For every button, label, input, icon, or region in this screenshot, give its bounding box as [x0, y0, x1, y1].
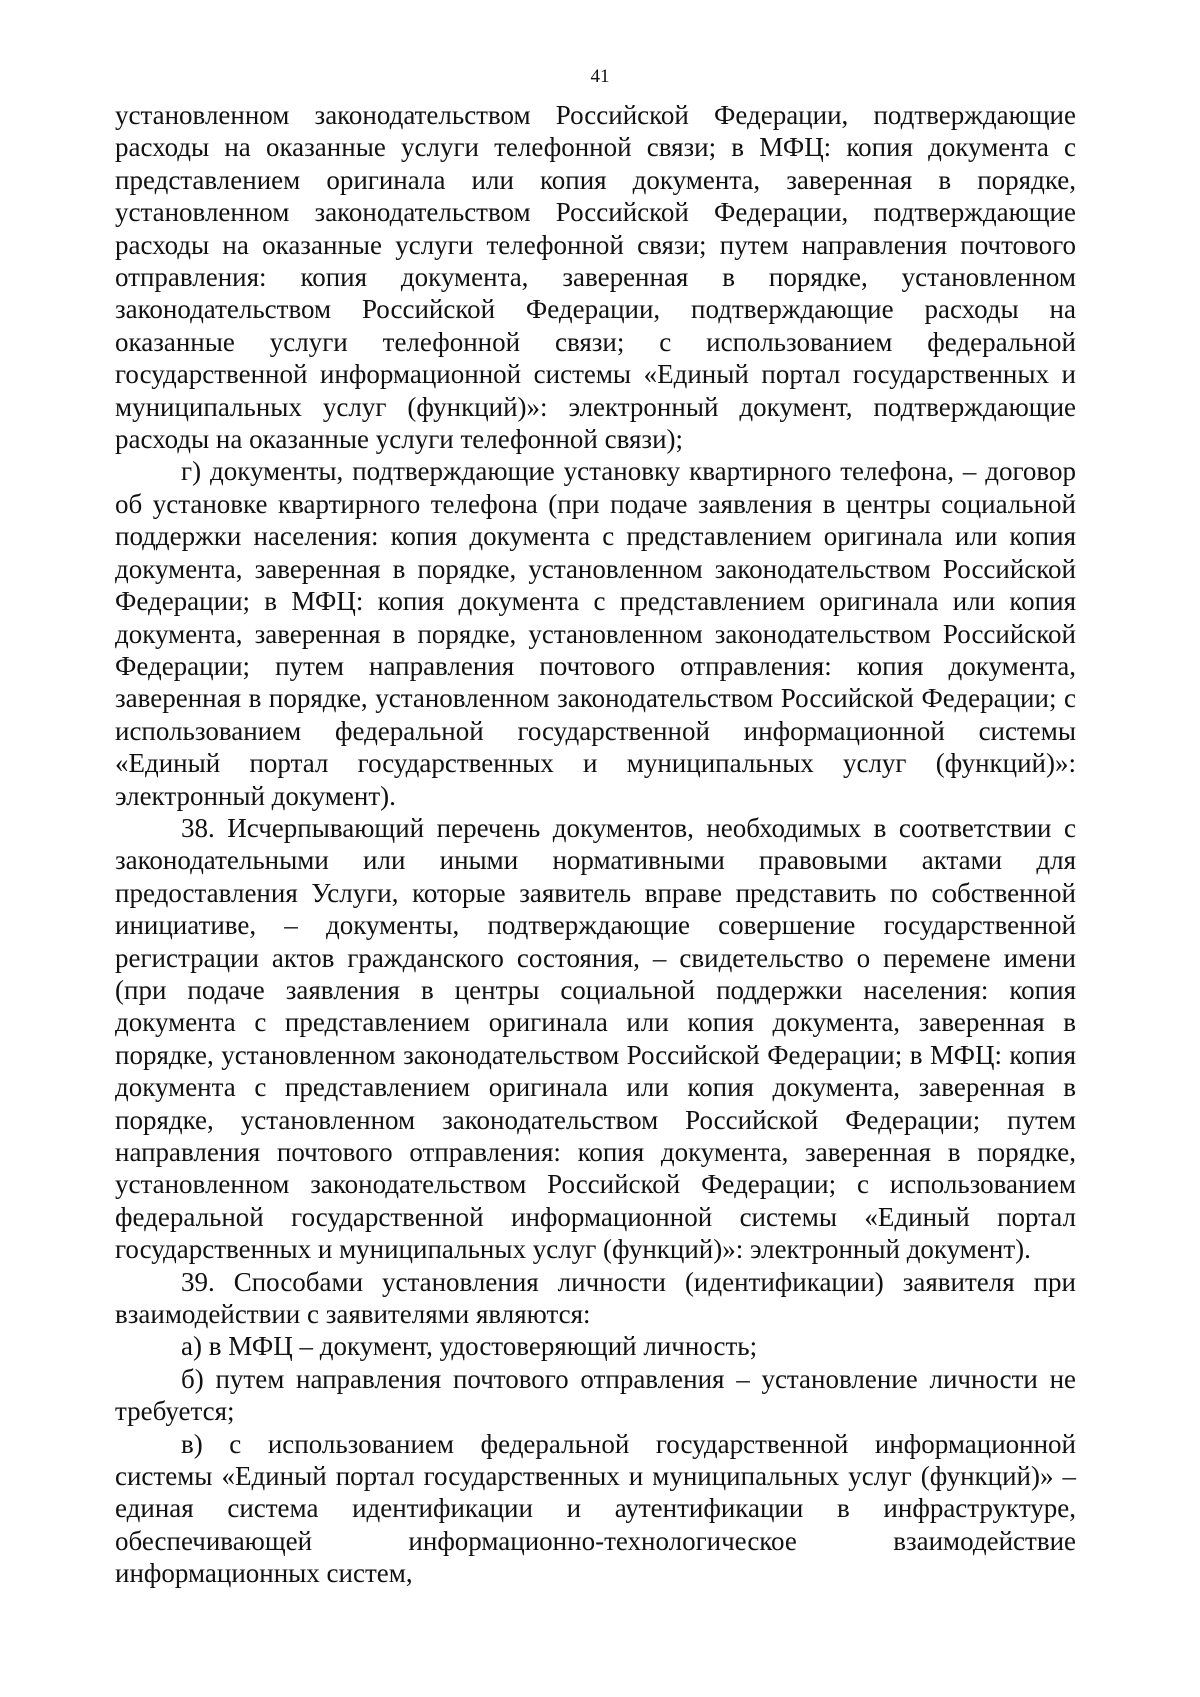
paragraph-item-g: г) документы, подтверждающие установку квартирного телефона, – договор об установке квартирного телефона (при подаче заявления в центры социальной поддержки населения: копия документа с представлением оригинала или копия документа, заверенная в порядке, установленном законодательством Российской Федерации; в МФЦ: копия документа с представлением оригинала или копия документа, заверенная в порядке, установленном законодательством Российской Федерации; путем направления почтового отправления: копия документа, заверенная в порядке, установленном законодательством Российской Федерации; с использованием федеральной государственной информационной системы «Единый портал государственных и муниципальных услуг (функций)»: электронный документ).	[115, 456, 1076, 811]
document-body	[115, 99, 1076, 1590]
paragraph-item-v: в) с использованием федеральной государственной информационной системы «Единый портал государственных и муниципальных услуг (функций)» – единая система идентификации и аутентификации в инфраструктуре, обеспечивающей информационно-технологическое взаимодействие информационных систем,	[115, 1428, 1076, 1589]
paragraph-item-a: а) в МФЦ – документ, удостоверяющий личность;	[181, 1331, 758, 1362]
paragraph-item-39: 39. Способами установления личности (идентификации) заявителя при взаимодействии с заявителями являются:	[115, 1266, 1076, 1330]
page-number: 41	[590, 66, 610, 87]
paragraph-continuation: установленном законодательством Российской Федерации, подтверждающие расходы на оказанные услуги телефонной связи; в МФЦ: копия документа с представлением оригинала или копия документа, заверенная в порядке, установленном законодательством Российской Федерации, подтверждающие расходы на оказанные услуги телефонной связи; путем направления почтового отправления: копия документа, заверенная в порядке, установленном законодательством Российской Федерации, подтверждающие расходы на оказанные услуги телефонной связи; с использованием федеральной государственной информационной системы «Единый портал государственных и муниципальных услуг (функций)»: электронный документ, подтверждающие расходы на оказанные услуги телефонной связи);	[115, 100, 1076, 455]
paragraph-item-b: б) путем направления почтового отправления – установление личности не требуется;	[115, 1363, 1076, 1427]
paragraph-item-38: 38. Исчерпывающий перечень документов, необходимых в соответствии с законодательными или иными нормативными правовыми актами для предоставления Услуги, которые заявитель вправе представить по собственной инициативе, – документы, подтверждающие совершение государственной регистрации актов гражданского состояния, – свидетельство о перемене имени (при подаче заявления в центры социальной поддержки населения: копия документа с представлением оригинала или копия документа, заверенная в порядке, установленном законодательством Российской Федерации; в МФЦ: копия документа с представлением оригинала или копия документа, заверенная в порядке, установленном законодательством Российской Федерации; путем направления почтового отправления: копия документа, заверенная в порядке, установленном законодательством Российской Федерации; с использованием федеральной государственной информационной системы «Единый портал государственных и муниципальных услуг (функций)»: электронный документ).	[115, 812, 1076, 1265]
